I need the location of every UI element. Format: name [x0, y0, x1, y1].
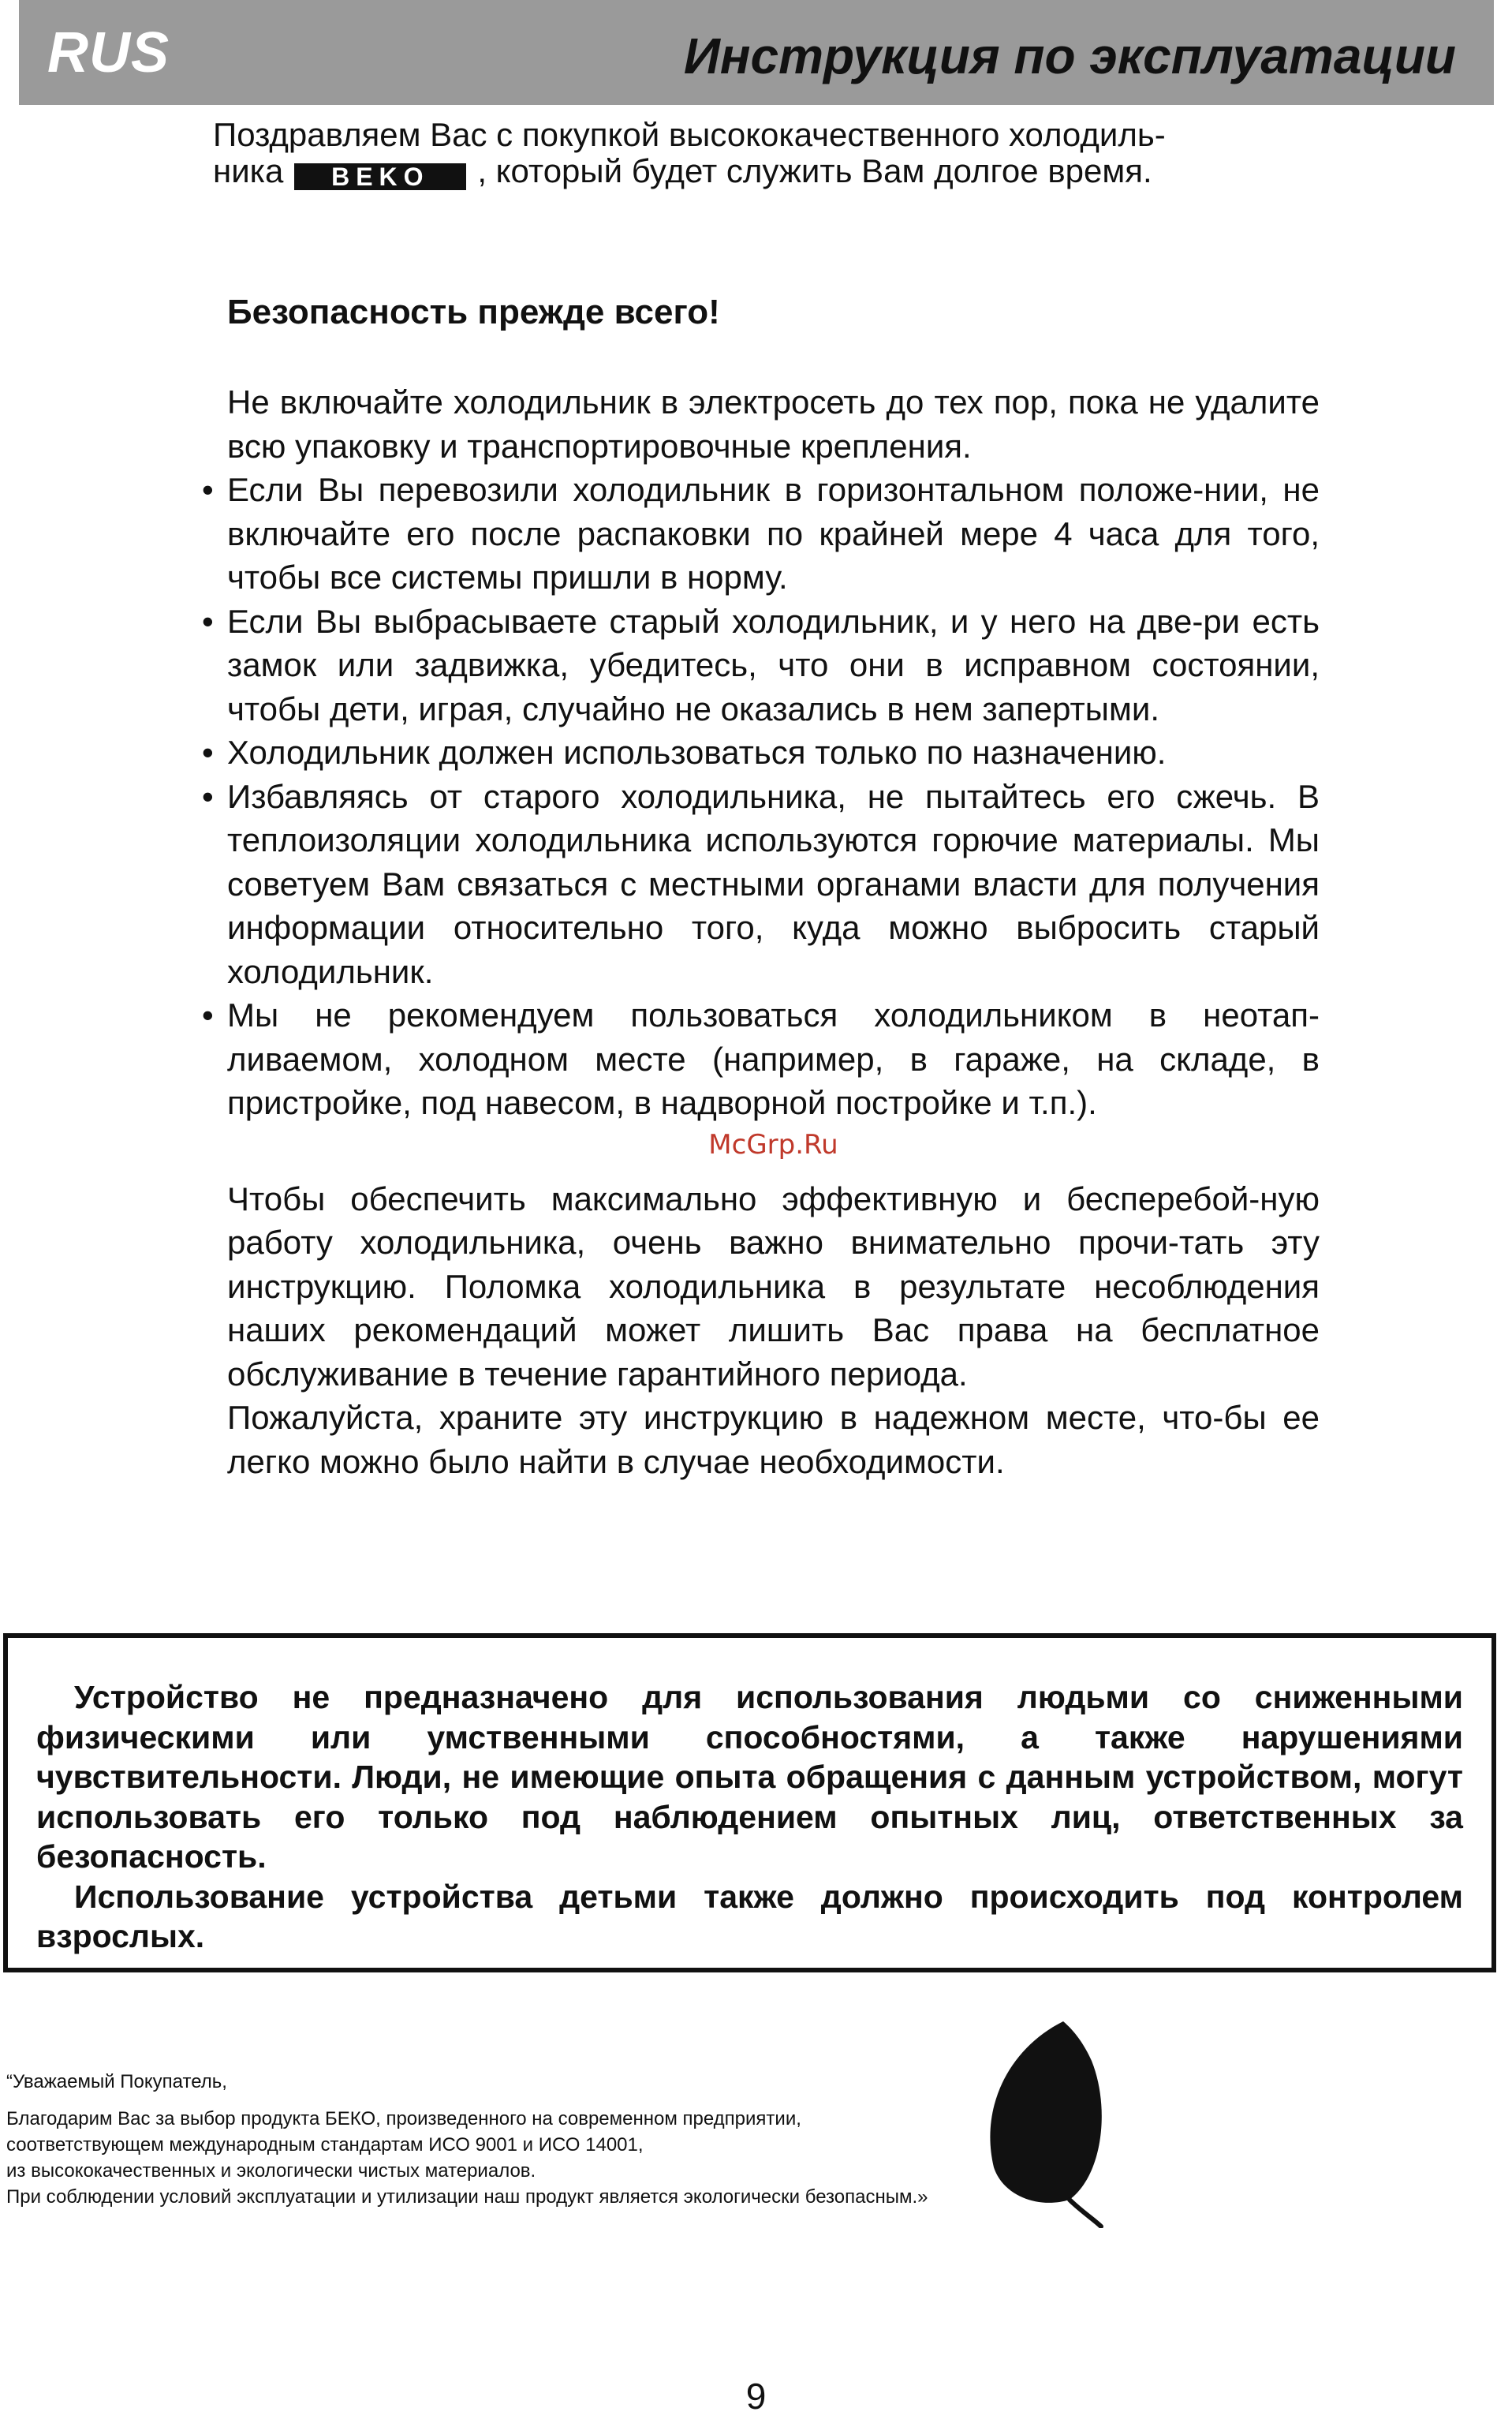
storage-paragraph: Пожалуйста, храните эту инструкцию в надежном месте, что-бы ее легко можно было найти в случае необходимости. — [227, 1399, 1320, 1480]
page-number: 9 — [745, 2376, 767, 2417]
leaf-icon — [976, 2013, 1111, 2228]
bullet-icon: • — [202, 734, 214, 771]
page-title: Инструкция по эксплуатации — [683, 28, 1456, 84]
safety-section — [196, 292, 1320, 1483]
safety-heading: Безопасность прежде всего! — [227, 293, 720, 331]
watermark-text: McGrp.Ru — [708, 1128, 838, 1161]
intro-text — [213, 117, 1341, 190]
intro-suffix: , который будет служить Вам долгое время. — [477, 152, 1152, 189]
eco-statement — [6, 2069, 992, 2210]
safety-bullet-1: • Если Вы перевозили холодильник в горизонтальном положе-нии, не включайте его после распаковки по крайней мере 4 часа для того, чтобы все системы пришли в норму. — [196, 468, 1320, 600]
bullet-icon: • — [202, 602, 214, 640]
bullet-icon: • — [202, 471, 214, 508]
intro-line-1: Поздравляем Вас с покупкой высококачественного холодиль- — [213, 116, 1166, 153]
eco-greeting: “Уважаемый Покупатель, — [6, 2071, 227, 2092]
eco-line: из высококачественных и экологически чистых материалов. — [6, 2160, 536, 2182]
intro-line-2 — [213, 153, 1341, 190]
eco-line: Благодарим Вас за выбор продукта БЕКО, произведенного на современном предприятии, — [6, 2108, 801, 2129]
eco-line: При соблюдении условий эксплуатации и утилизации наш продукт является экологически безопасным.» — [6, 2186, 928, 2208]
bullet-icon: • — [202, 996, 214, 1034]
safety-bullet-5: • Мы не рекомендуем пользоваться холодильником в неотап-ливаемом, холодном месте (например, в гараже, на складе, в пристройке, под навесом, в надворной постройке и т.п.). — [196, 993, 1320, 1125]
warning-paragraph-1: Устройство не предназначено для использования людьми со сниженными физическими или умственными способностями, а также нарушениями чувствительности. Люди, не имеющие опыта обращения с данным устройством, могут использовать его только под наблюдением опытных лиц, ответственных за безопасность. — [36, 1679, 1463, 1875]
safety-list — [196, 468, 1320, 1125]
safety-intro: Не включайте холодильник в электросеть до тех пор, пока не удалите всю упаковку и транспортировочные крепления. — [227, 383, 1320, 465]
safety-bullet-2: • Если Вы выбрасываете старый холодильник, и у него на две-ри есть замок или задвижка, убедитесь, что они в исправном состоянии, чтобы дети, играя, случайно не оказались в нем запертыми. — [196, 600, 1320, 731]
safety-bullet-3: • Холодильник должен использоваться только по назначению. — [196, 731, 1320, 775]
intro-prefix: ника — [213, 152, 284, 189]
eco-line: соответствующем международным стандартам ИСО 9001 и ИСО 14001, — [6, 2134, 644, 2155]
warning-paragraph-2: Использование устройства детьми также должно происходить под контролем взрослых. — [36, 1878, 1463, 1954]
warning-box — [3, 1633, 1496, 1972]
beko-logo: BEKO — [294, 163, 466, 190]
closing-paragraph: Чтобы обеспечить максимально эффективную и бесперебой-ную работу холодильника, очень важно внимательно прочи-тать эту инструкцию. Поломка холодильника в результате несоблюдения наших рекомендаций может лишить Вас права на бесплатное обслуживание в течение гарантийного периода. — [227, 1180, 1320, 1393]
page-header — [19, 0, 1494, 105]
safety-bullet-4: • Избавляясь от старого холодильника, не пытайтесь его сжечь. В теплоизоляции холодильника используются горючие материалы. Мы советуем Вам связаться с местными органами власти для получения информации относительно того, куда можно выбросить старый холодильник. — [196, 775, 1320, 994]
bullet-icon: • — [202, 777, 214, 815]
language-label: RUS — [47, 21, 170, 84]
